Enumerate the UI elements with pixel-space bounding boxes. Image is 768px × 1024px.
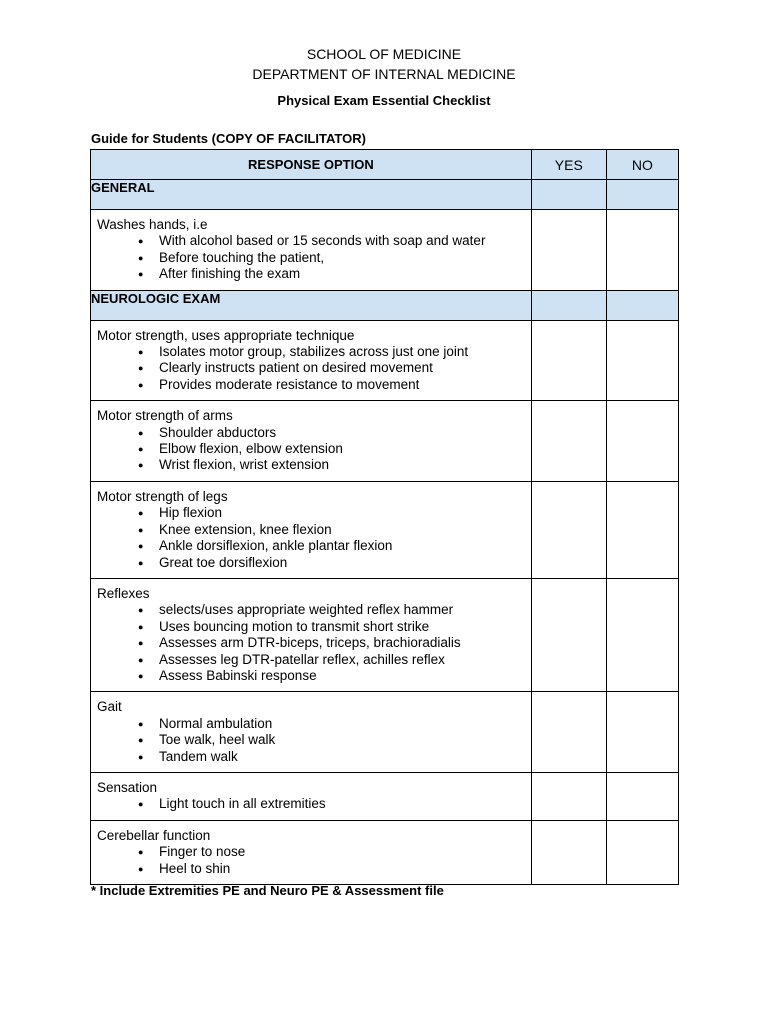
table-row — [91, 320, 679, 401]
item-title: Motor strength of legs — [97, 488, 228, 504]
bullet-item: ● Uses bouncing motion to transmit short strike — [138, 619, 525, 635]
table-row — [91, 772, 679, 820]
bullet-item: ● Knee extension, knee flexion — [138, 522, 525, 538]
checklist-table — [90, 149, 679, 885]
bullet-item: ● Shoulder abductors — [138, 425, 525, 441]
yes-checkbox-cell[interactable] — [531, 820, 606, 884]
bullet-item: ● Ankle dorsiflexion, ankle plantar flexion — [138, 538, 525, 554]
item-title: Sensation — [97, 779, 158, 795]
no-checkbox-cell[interactable] — [606, 481, 678, 578]
no-checkbox-cell[interactable] — [606, 320, 678, 401]
column-header-no: NO — [606, 150, 678, 180]
yes-checkbox-cell[interactable] — [531, 320, 606, 401]
bullet-item: ● Toe walk, heel walk — [138, 732, 525, 748]
yes-checkbox-cell[interactable] — [531, 401, 606, 482]
yes-checkbox-cell[interactable] — [531, 210, 606, 291]
no-checkbox-cell[interactable] — [606, 692, 678, 773]
no-checkbox-cell[interactable] — [606, 772, 678, 820]
response-cell — [91, 401, 532, 482]
bullet-list — [97, 844, 525, 877]
section-no-cell — [606, 180, 678, 210]
bullet-item: ● selects/uses appropriate weighted reflex hammer — [138, 602, 525, 618]
table-row — [91, 692, 679, 773]
response-cell — [91, 320, 532, 401]
response-cell — [91, 210, 532, 291]
response-cell — [91, 772, 532, 820]
item-title: Washes hands, i.e — [97, 217, 208, 232]
bullet-item: ● Wrist flexion, wrist extension — [138, 457, 525, 473]
bullet-list — [97, 602, 525, 684]
checklist-body — [91, 180, 679, 885]
bullet-item: ● Assesses leg DTR-patellar reflex, achilles reflex — [138, 652, 525, 668]
bullet-list — [97, 425, 525, 474]
bullet-item: ● Clearly instructs patient on desired movement — [138, 360, 525, 376]
document-title: Physical Exam Essential Checklist — [277, 93, 491, 108]
bullet-list — [97, 233, 525, 282]
section-label: GENERAL — [91, 180, 532, 210]
bullet-item: ● With alcohol based or 15 seconds with soap and water — [138, 233, 525, 249]
section-yes-cell — [531, 290, 606, 320]
section-row — [91, 290, 679, 320]
bullet-item: ● Tandem walk — [138, 749, 525, 765]
bullet-item: ● Assesses arm DTR-biceps, triceps, brachioradialis — [138, 635, 525, 651]
department-name: DEPARTMENT OF INTERNAL MEDICINE — [252, 66, 516, 82]
bullet-item: ● Assess Babinski response — [138, 668, 525, 684]
response-cell — [91, 578, 532, 691]
bullet-item: ● Finger to nose — [138, 844, 525, 860]
bullet-item: ● After finishing the exam — [138, 266, 525, 282]
no-checkbox-cell[interactable] — [606, 210, 678, 291]
item-title: Gait — [97, 699, 122, 715]
item-title: Cerebellar function — [97, 827, 211, 843]
bullet-item: ● Light touch in all extremities — [138, 796, 525, 812]
section-no-cell — [606, 290, 678, 320]
section-label: NEUROLOGIC EXAM — [91, 290, 532, 320]
table-row — [91, 401, 679, 482]
bullet-item: ● Isolates motor group, stabilizes across just one joint — [138, 344, 525, 360]
bullet-item: ● Provides moderate resistance to movement — [138, 377, 525, 393]
item-title: Motor strength, uses appropriate technique — [97, 327, 355, 343]
bullet-item: ● Elbow flexion, elbow extension — [138, 441, 525, 457]
table-row — [91, 210, 679, 291]
yes-checkbox-cell[interactable] — [531, 692, 606, 773]
column-header-response: RESPONSE OPTION — [91, 150, 532, 180]
footnote: * Include Extremities PE and Neuro PE & Assessment file — [91, 883, 444, 898]
section-row — [91, 180, 679, 210]
section-yes-cell — [531, 180, 606, 210]
yes-checkbox-cell[interactable] — [531, 772, 606, 820]
guide-heading: Guide for Students (COPY OF FACILITATOR) — [91, 131, 366, 146]
bullet-item: ● Before touching the patient, — [138, 250, 525, 266]
bullet-item: ● Hip flexion — [138, 505, 525, 521]
bullet-list — [97, 796, 525, 812]
bullet-list — [97, 716, 525, 765]
item-title: Motor strength of arms — [97, 408, 233, 424]
column-header-yes: YES — [531, 150, 606, 180]
no-checkbox-cell[interactable] — [606, 401, 678, 482]
table-row — [91, 578, 679, 691]
table-header-row — [91, 150, 679, 180]
response-cell — [91, 692, 532, 773]
school-name: SCHOOL OF MEDICINE — [306, 46, 462, 62]
table-row — [91, 481, 679, 578]
bullet-list — [97, 344, 525, 393]
item-title: Reflexes — [97, 585, 150, 601]
yes-checkbox-cell[interactable] — [531, 578, 606, 691]
no-checkbox-cell[interactable] — [606, 578, 678, 691]
response-cell — [91, 481, 532, 578]
bullet-item: ● Normal ambulation — [138, 716, 525, 732]
bullet-list — [97, 505, 525, 571]
no-checkbox-cell[interactable] — [606, 820, 678, 884]
bullet-item: ● Great toe dorsiflexion — [138, 555, 525, 571]
table-row — [91, 820, 679, 884]
bullet-item: ● Heel to shin — [138, 861, 525, 877]
response-cell — [91, 820, 532, 884]
yes-checkbox-cell[interactable] — [531, 481, 606, 578]
